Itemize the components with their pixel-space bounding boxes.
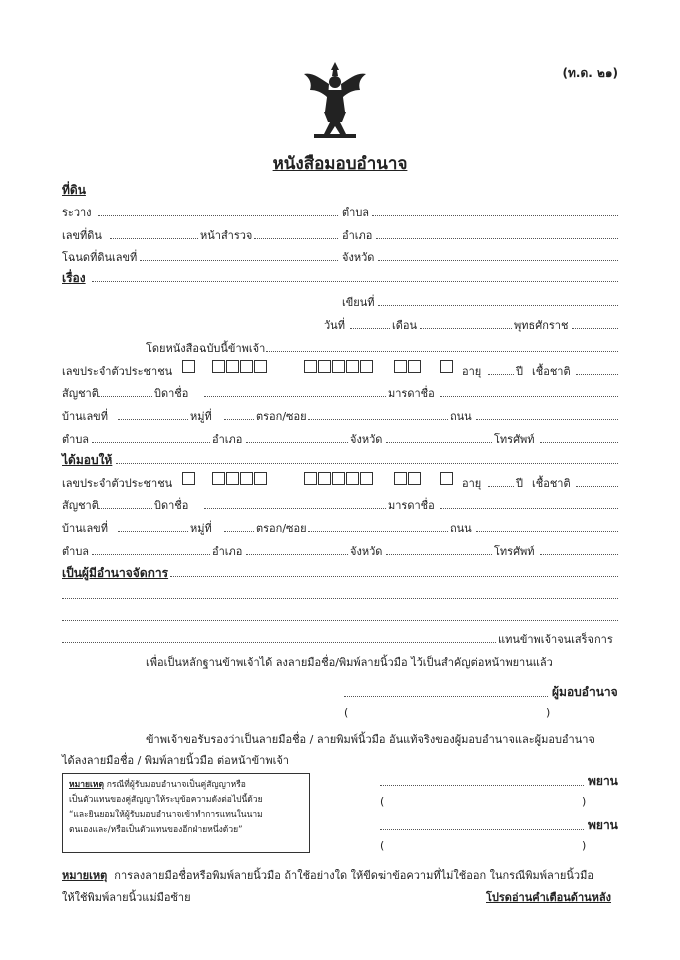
note-box — [62, 773, 310, 853]
day-label: วันที่ — [324, 319, 345, 332]
footer-note-line-2: ให้ใช้พิมพ์ลายนิ้วแม่มือซ้าย — [62, 891, 191, 904]
witness-2-open-paren: ( — [380, 839, 385, 852]
land-no-label: เลขที่ดิน — [62, 229, 102, 242]
witness-1-open-paren: ( — [380, 795, 385, 808]
grantor-intro: โดยหนังสือฉบับนี้ข้าพเจ้า — [146, 342, 266, 355]
grantee-ethnicity-field[interactable] — [576, 486, 618, 487]
grantee-age-field[interactable] — [488, 486, 514, 487]
grantee-province-label: จังหวัด — [350, 545, 383, 558]
witness-2-close-paren: ) — [582, 839, 587, 852]
grantor-signature-line[interactable] — [344, 696, 548, 697]
evidence-text: เพื่อเป็นหลักฐานข้าพเจ้าได้ ลงลายมือชื่อ/พิมพ์ลายนิ้วมือ ไว้เป็นสำคัญต่อหน้าพยานแล้ว — [146, 656, 553, 669]
grantor-moo-field[interactable] — [224, 419, 254, 420]
grantee-mother-field[interactable] — [440, 508, 618, 509]
grantor-mother-label: มารดาชื่อ — [388, 387, 435, 400]
witness-2-signature-line[interactable] — [380, 829, 584, 830]
grantee-name-field[interactable] — [116, 463, 618, 464]
grantee-ethnicity-label: เชื้อชาติ — [532, 477, 571, 490]
authority-line-4[interactable] — [62, 642, 496, 643]
rawang-label: ระวาง — [62, 206, 92, 219]
authority-line-1[interactable] — [170, 576, 618, 577]
grantor-open-paren: ( — [344, 706, 349, 719]
year-field[interactable] — [572, 328, 618, 329]
grantor-years-label: ปี — [516, 365, 523, 378]
footer-note-line-1: การลงลายมือชื่อหรือพิมพ์ลายนิ้วมือ ถ้าใช้อย่างใด ให้ขีดฆ่าข้อความที่ไม่ใช้ออก ในกรณีพิมพ์ลายนิ้วมือ — [114, 869, 594, 882]
grantee-moo-label: หมู่ที่ — [190, 522, 212, 535]
grantor-ethnicity-label: เชื้อชาติ — [532, 365, 571, 378]
grantee-phone-label: โทรศัพท์ — [494, 545, 535, 558]
land-amphoe-field[interactable] — [376, 238, 618, 239]
land-province-label: จังหวัด — [342, 251, 375, 264]
grantor-nationality-label: สัญชาติ — [62, 387, 99, 400]
grantor-soi-field[interactable] — [308, 419, 448, 420]
note-box-line-3: “และยินยอมให้ผู้รับมอบอำนาจเข้าทำการแทนในนาม — [69, 810, 263, 820]
grantee-road-field[interactable] — [476, 531, 618, 532]
rawang-field[interactable] — [98, 215, 338, 216]
grantor-road-label: ถนน — [450, 410, 472, 423]
deed-no-label: โฉนดที่ดินเลขที่ — [62, 251, 138, 264]
grantee-years-label: ปี — [516, 477, 523, 490]
grantor-ethnicity-field[interactable] — [576, 374, 618, 375]
grantee-age-label: อายุ — [462, 477, 482, 490]
land-province-field[interactable] — [378, 260, 618, 261]
page-title: หนังสือมอบอำนาจ — [272, 154, 408, 174]
footer-note — [62, 866, 594, 884]
witness-1-signature-line[interactable] — [380, 785, 584, 786]
grantee-amphoe-label: อำเภอ — [212, 545, 243, 558]
land-no-field[interactable] — [110, 238, 198, 239]
land-amphoe-label: อำเภอ — [342, 229, 373, 242]
witness-1-close-paren: ) — [582, 795, 587, 808]
footer-note-heading: หมายเหตุ — [62, 869, 108, 882]
day-field[interactable] — [350, 328, 390, 329]
grantor-father-field[interactable] — [204, 396, 386, 397]
grantor-mother-field[interactable] — [440, 396, 618, 397]
subject-field[interactable] — [92, 281, 618, 282]
grantee-nationality-label: สัญชาติ — [62, 499, 99, 512]
grantee-tambon-field[interactable] — [92, 554, 210, 555]
survey-page-field[interactable] — [254, 238, 338, 239]
grantee-house-no-field[interactable] — [118, 531, 188, 532]
certify-line-2: ได้ลงลายมือชื่อ / พิมพ์ลายนิ้วมือ ต่อหน้าข้าพเจ้า — [62, 754, 289, 767]
grantee-soi-label: ตรอก/ซอย — [256, 522, 307, 535]
grantee-province-field[interactable] — [386, 554, 492, 555]
grantor-name-field[interactable] — [266, 351, 618, 352]
grantee-heading: ได้มอบให้ — [62, 453, 113, 467]
grantee-father-field[interactable] — [204, 508, 386, 509]
grantor-nationality-field[interactable] — [98, 396, 152, 397]
until-done-text: แทนข้าพเจ้าจนเสร็จการ — [498, 633, 613, 646]
survey-page-label: หน้าสำรวจ — [200, 229, 253, 242]
month-label: เดือน — [392, 319, 418, 332]
grantor-age-field[interactable] — [488, 374, 514, 375]
authority-line-2[interactable] — [62, 598, 618, 599]
grantee-id-label: เลขประจำตัวประชาชน — [62, 477, 173, 490]
authority-heading: เป็นผู้มีอำนาจจัดการ — [62, 566, 169, 580]
grantor-id-label: เลขประจำตัวประชาชน — [62, 365, 173, 378]
grantor-close-paren: ) — [546, 706, 551, 719]
grantor-age-label: อายุ — [462, 365, 482, 378]
grantee-phone-field[interactable] — [540, 554, 618, 555]
back-warning[interactable]: โปรดอ่านคำเตือนด้านหลัง — [486, 891, 612, 904]
authority-line-3[interactable] — [62, 620, 618, 621]
note-box-heading: หมายเหตุ — [69, 780, 104, 790]
witness-2-label: พยาน — [588, 818, 618, 832]
grantee-road-label: ถนน — [450, 522, 472, 535]
grantee-tambon-label: ตำบล — [62, 545, 90, 558]
grantor-amphoe-label: อำเภอ — [212, 433, 243, 446]
certify-line-1: ข้าพเจ้าขอรับรองว่าเป็นลายมือชื่อ / ลายพิมพ์นิ้วมือ อันแท้จริงของผู้มอบอำนาจและผู้มอบอำนาจ — [146, 733, 595, 746]
note-box-line-1: กรณีที่ผู้รับมอบอำนาจเป็นคู่สัญญาหรือ — [106, 780, 246, 790]
grantor-signature-label: ผู้มอบอำนาจ — [552, 685, 618, 699]
written-at-label: เขียนที่ — [342, 296, 375, 309]
grantor-father-label: บิดาชื่อ — [154, 387, 189, 400]
grantor-phone-field[interactable] — [540, 442, 618, 443]
grantor-house-no-label: บ้านเลขที่ — [62, 410, 108, 423]
grantor-road-field[interactable] — [476, 419, 618, 420]
witness-1-label: พยาน — [588, 774, 618, 788]
month-field[interactable] — [420, 328, 512, 329]
grantor-tambon-label: ตำบล — [62, 433, 90, 446]
grantor-phone-label: โทรศัพท์ — [494, 433, 535, 446]
grantee-nationality-field[interactable] — [98, 508, 152, 509]
grantee-father-label: บิดาชื่อ — [154, 499, 189, 512]
grantor-amphoe-field[interactable] — [246, 442, 348, 443]
land-tambon-label: ตำบล — [342, 206, 370, 219]
land-heading: ที่ดิน — [62, 183, 86, 197]
grantee-mother-label: มารดาชื่อ — [388, 499, 435, 512]
written-at-field[interactable] — [378, 305, 618, 306]
garuda-emblem-icon — [300, 60, 370, 142]
note-box-line-2: เป็นตัวแทนของคู่สัญญาให้ระบุข้อความดังต่อไปนี้ด้วย — [69, 795, 263, 805]
grantor-house-no-field[interactable] — [118, 419, 188, 420]
grantor-moo-label: หมู่ที่ — [190, 410, 212, 423]
deed-no-field[interactable] — [140, 260, 338, 261]
note-box-line-4: ตนเองและ/หรือเป็นตัวแทนของอีกฝ่ายหนึ่งด้วย” — [69, 825, 243, 835]
grantor-province-field[interactable] — [386, 442, 492, 443]
land-tambon-field[interactable] — [372, 215, 618, 216]
form-code: (ท.ด. ๒๑) — [562, 66, 618, 80]
year-label: พุทธศักราช — [514, 319, 569, 332]
grantor-tambon-field[interactable] — [92, 442, 210, 443]
grantee-amphoe-field[interactable] — [246, 554, 348, 555]
grantor-soi-label: ตรอก/ซอย — [256, 410, 307, 423]
grantor-province-label: จังหวัด — [350, 433, 383, 446]
grantee-soi-field[interactable] — [308, 531, 448, 532]
grantee-moo-field[interactable] — [224, 531, 254, 532]
grantee-house-no-label: บ้านเลขที่ — [62, 522, 108, 535]
subject-heading: เรื่อง — [62, 271, 86, 285]
